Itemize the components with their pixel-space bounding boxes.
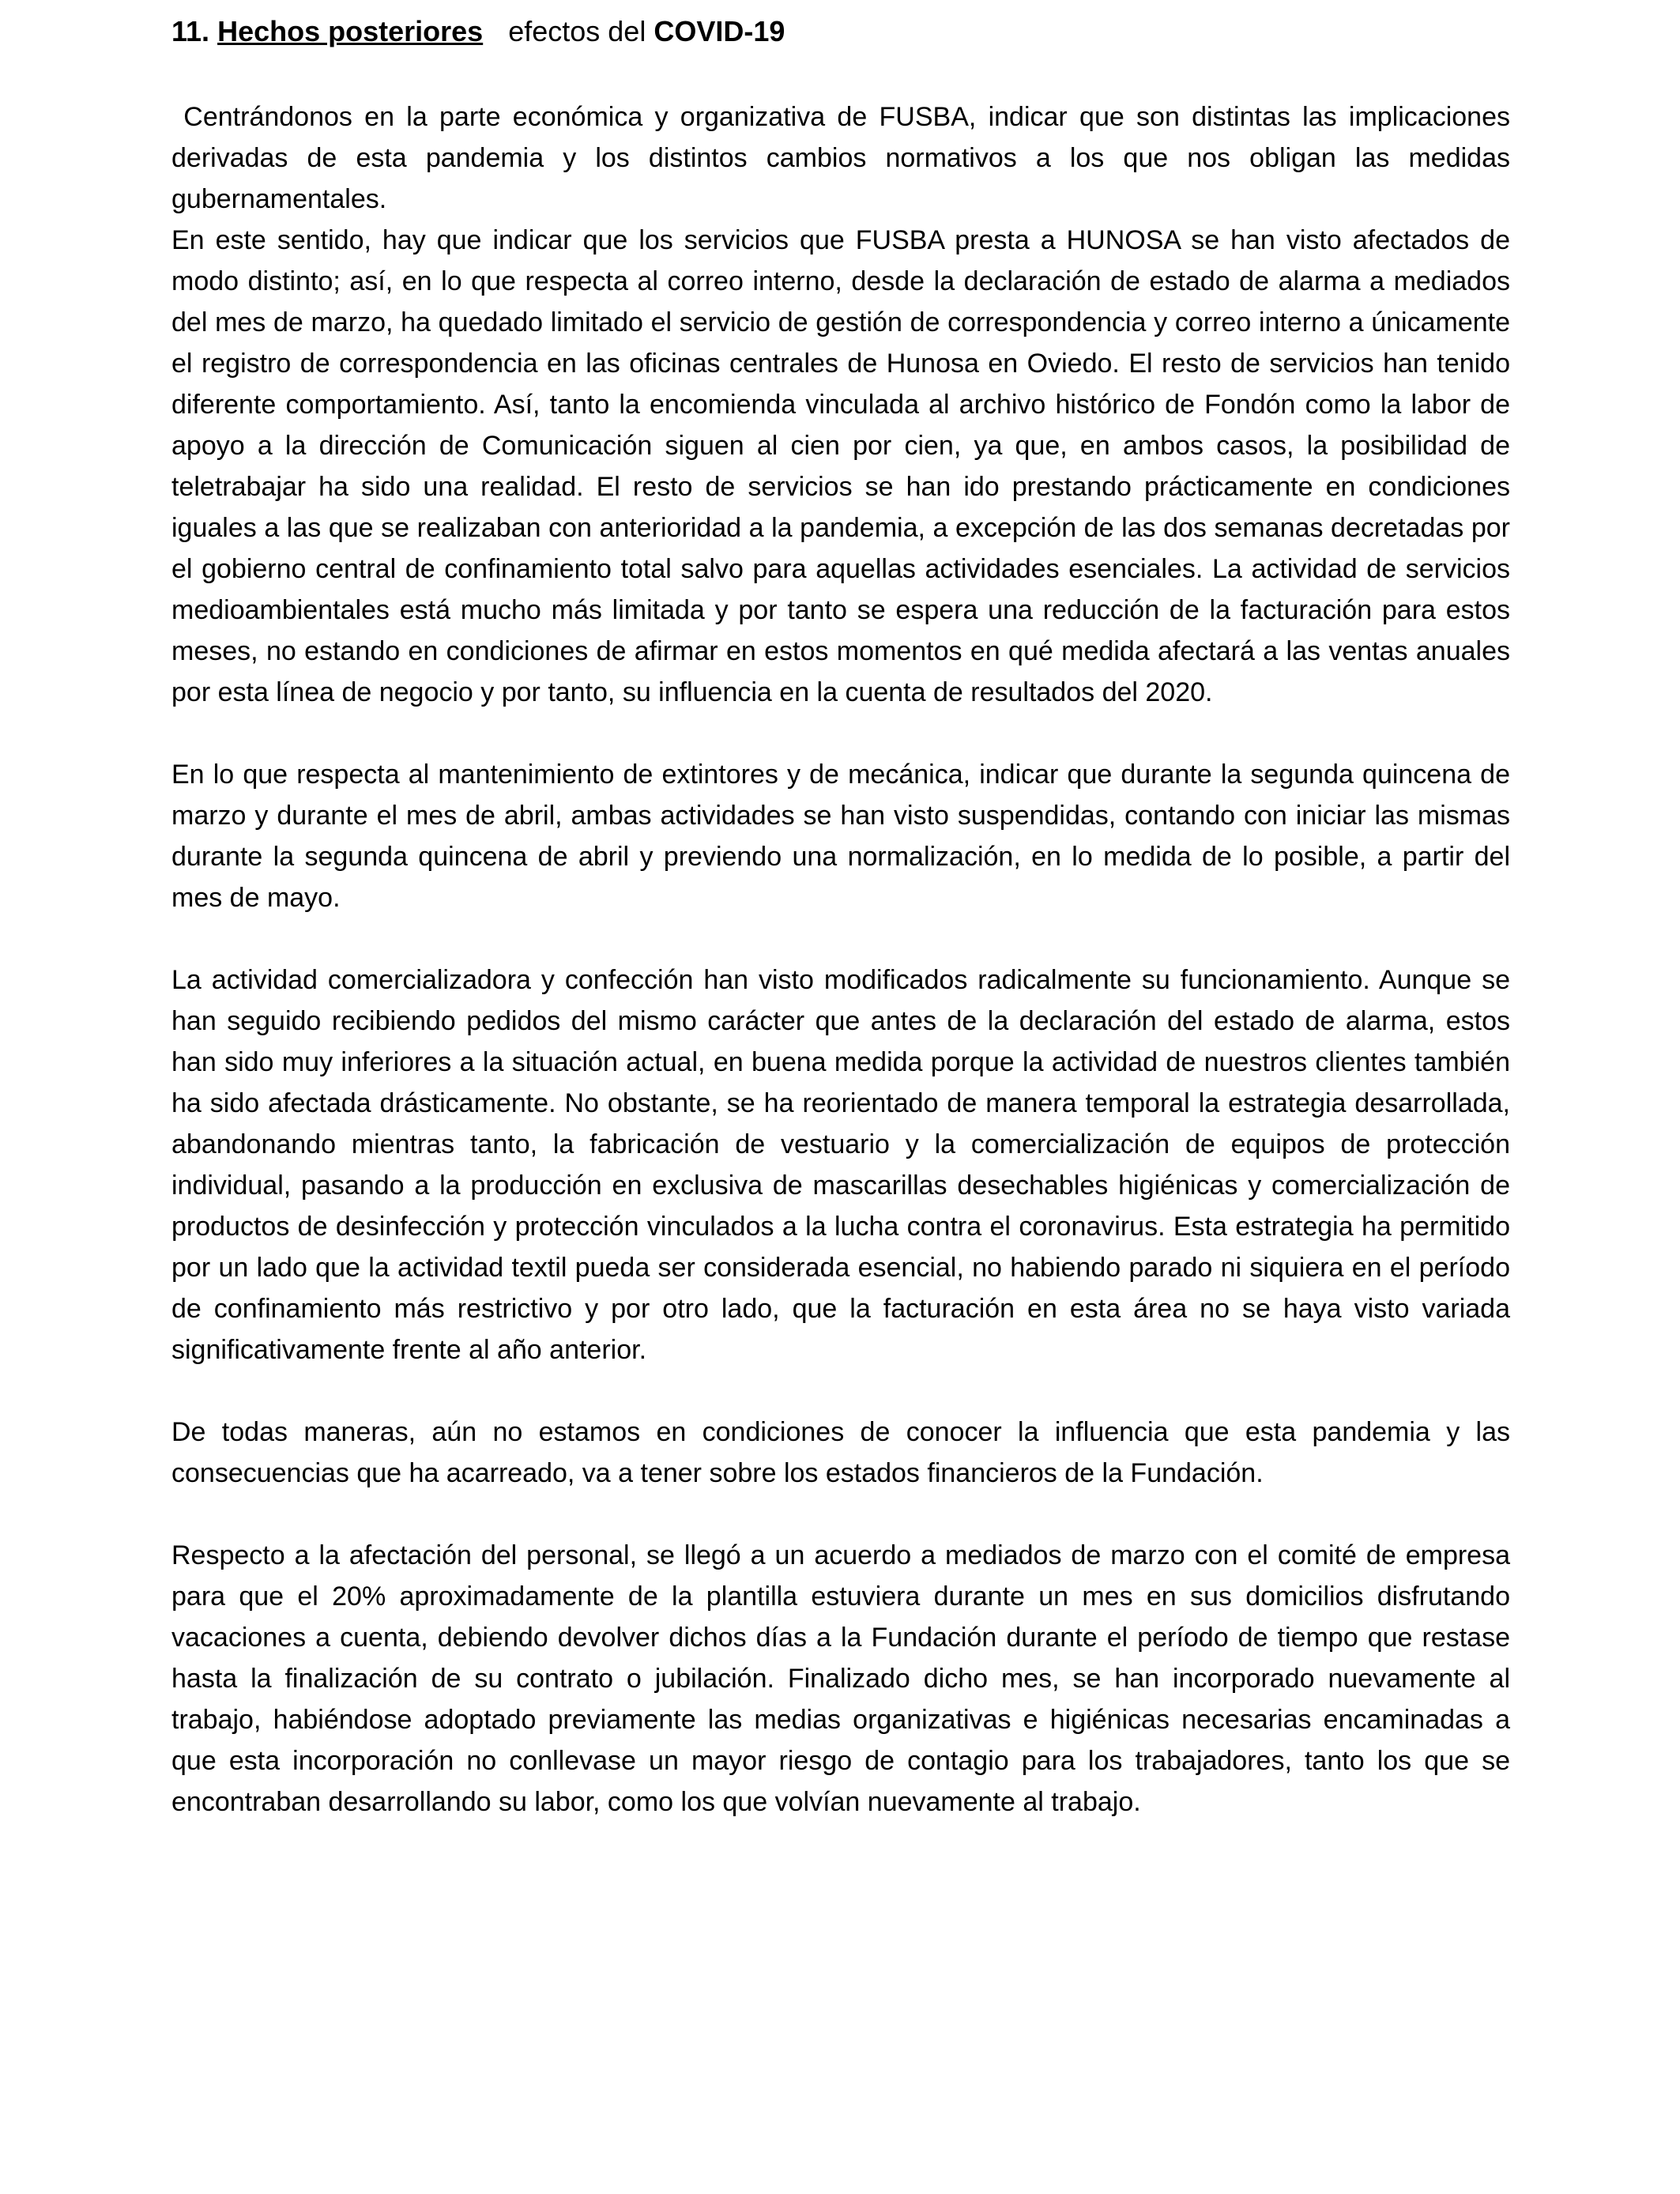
- section-subtitle-bold: COVID-19: [654, 15, 785, 47]
- section-title: Hechos posteriores: [217, 15, 484, 47]
- paragraph-maintenance: En lo que respecta al mantenimiento de extintores y de mecánica, indicar que durante la segunda quincena de marzo y durante el mes de abril, ambas actividades se han visto suspendidas, contando con iniciar las mismas durante la segunda quincena de abril y previendo una normalización, en lo medida de lo posible, a partir del mes de mayo.: [171, 760, 1510, 913]
- section-heading: [171, 8, 1510, 55]
- paragraph-personnel: Respecto a la afectación del personal, se llegó a un acuerdo a mediados de marzo con el comité de empresa para que el 20% aproximadamente de la plantilla estuviera durante un mes en sus domicilios disfrutando vacaciones a cuenta, debiendo devolver dichos días a la Fundación durante el período de tiempo que restase hasta la finalización de su contrato o jubilación. Finalizado dicho mes, se han incorporado nuevamente al trabajo, habiéndose adoptado previamente las medias organizativas e higiénicas necesarias encaminadas a que esta incorporación no conllevase un mayor riesgo de contagio para los trabajadores, tanto los que se encontraban desarrollando su labor, como los que volvían nuevamente al trabajo.: [171, 1540, 1510, 1817]
- paragraph-financial-impact: De todas maneras, aún no estamos en condiciones de conocer la influencia que esta pandemia y las consecuencias que ha acarreado, va a tener sobre los estados financieros de la Fundación.: [171, 1417, 1510, 1488]
- paragraph-commercial: La actividad comercializadora y confección han visto modificados radicalmente su funcionamiento. Aunque se han seguido recibiendo pedidos del mismo carácter que antes de la declaración del estado de alarma, estos han sido muy inferiores a la situación actual, en buena medida porque la actividad de nuestros clientes también ha sido afectada drásticamente. No obstante, se ha reorientado de manera temporal la estrategia desarrollada, abandonando mientras tanto, la fabricación de vestuario y la comercialización de equipos de protección individual, pasando a la producción en exclusiva de mascarillas desechables higiénicas y comercialización de productos de desinfección y protección vinculados a la lucha contra el coronavirus. Esta estrategia ha permitido por un lado que la actividad textil pueda ser considerada esencial, no habiendo parado ni siquiera en el período de confinamiento más restrictivo y por otro lado, que la facturación en esta área no se haya visto variada significativamente frente al año anterior.: [171, 965, 1510, 1365]
- paragraph-services: En este sentido, hay que indicar que los servicios que FUSBA presta a HUNOSA se han visto afectados de modo distinto; así, en lo que respecta al correo interno, desde la declaración de estado de alarma a mediados del mes de marzo, ha quedado limitado el servicio de gestión de correspondencia y correo interno a únicamente el registro de correspondencia en las oficinas centrales de Hunosa en Oviedo. El resto de servicios han tenido diferente comportamiento. Así, tanto la encomienda vinculada al archivo histórico de Fondón como la labor de apoyo a la dirección de Comunicación siguen al cien por cien, ya que, en ambos casos, la posibilidad de teletrabajar ha sido una realidad. El resto de servicios se han ido prestando prácticamente en condiciones iguales a las que se realizaban con anterioridad a la pandemia, a excepción de las dos semanas decretadas por el gobierno central de confinamiento total salvo para aquellas actividades esenciales. La actividad de servicios medioambientales está mucho más limitada y por tanto se espera una reducción de la facturación para estos meses, no estando en condiciones de afirmar en estos momentos en qué medida afectará a las ventas anuales por esta línea de negocio y por tanto, su influencia en la cuenta de resultados del 2020.: [171, 225, 1510, 707]
- section-subtitle-prefix: efectos del: [508, 15, 646, 47]
- section-number: 11.: [171, 15, 210, 47]
- paragraph-intro: Centrándonos en la parte económica y organizativa de FUSBA, indicar que son distintas las implicaciones derivadas de esta pandemia y los distintos cambios normativos a los que nos obligan las medidas gubernamentales.: [171, 102, 1518, 214]
- document-page: [171, 8, 1518, 1823]
